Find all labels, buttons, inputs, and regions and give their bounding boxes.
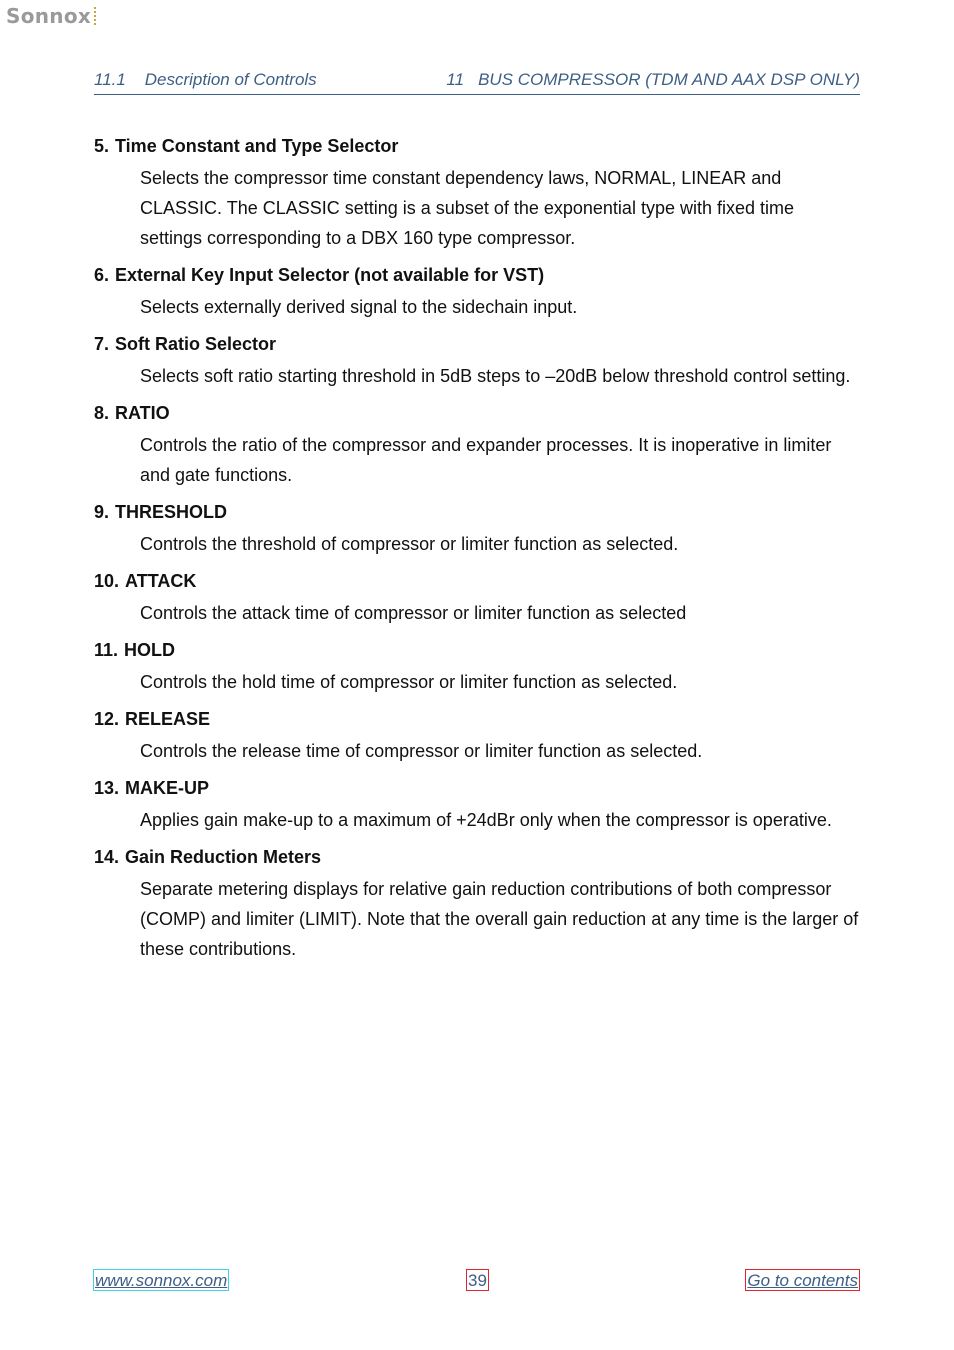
item-description: Separate metering displays for relative gain reduction contributions of both compressor (COMP) and limiter (LIMIT). Note that the overall gain reduction at any time is the larger of these contributions. (140, 879, 859, 959)
running-header (94, 70, 860, 95)
list-item (94, 133, 860, 253)
item-title: THRESHOLD (115, 502, 228, 522)
item-title: RELEASE (125, 709, 211, 729)
website-link[interactable]: www.sonnox.com (95, 1271, 228, 1290)
item-title: RATIO (115, 403, 170, 423)
item-heading (94, 844, 860, 870)
item-heading (94, 133, 860, 159)
sonnox-logo (6, 4, 96, 28)
item-number: 14. (94, 847, 120, 867)
item-heading (94, 706, 860, 732)
item-heading (94, 568, 860, 594)
item-title: ATTACK (125, 571, 197, 591)
item-description: Selects externally derived signal to the sidechain input. (140, 297, 578, 317)
item-description: Controls the attack time of compressor or limiter function as selected (140, 603, 687, 623)
list-item (94, 331, 860, 391)
item-number: 6. (94, 265, 110, 285)
list-item (94, 499, 860, 559)
item-number: 10. (94, 571, 120, 591)
item-number: 7. (94, 334, 110, 354)
item-title: External Key Input Selector (not available for VST) (115, 265, 545, 285)
item-number: 13. (94, 778, 120, 798)
item-heading (94, 775, 860, 801)
item-description: Selects soft ratio starting threshold in 5dB steps to –20dB below threshold control setting. (140, 366, 851, 386)
list-item (94, 637, 860, 697)
list-item (94, 844, 860, 964)
list-item (94, 775, 860, 835)
item-description: Controls the hold time of compressor or limiter function as selected. (140, 672, 678, 692)
section-title: 11.1 Description of Controls (94, 70, 317, 89)
item-heading (94, 331, 860, 357)
item-description: Controls the release time of compressor or limiter function as selected. (140, 741, 703, 761)
item-description: Controls the ratio of the compressor and expander processes. It is inoperative in limiter and gate functions. (140, 435, 832, 485)
logo-text: Sonnox (6, 4, 92, 28)
item-number: 11. (94, 640, 119, 660)
item-number: 8. (94, 403, 110, 423)
list-item (94, 262, 860, 322)
item-title: MAKE-UP (125, 778, 210, 798)
list-item (94, 400, 860, 490)
list-item (94, 568, 860, 628)
logo-dots-icon (94, 7, 96, 25)
item-title: HOLD (124, 640, 176, 660)
item-heading (94, 400, 860, 426)
item-heading (94, 499, 860, 525)
item-description: Selects the compressor time constant dependency laws, NORMAL, LINEAR and CLASSIC. The CLASSIC setting is a subset of the exponential type with fixed time settings corresponding to a DBX 160 type compressor. (140, 168, 795, 248)
item-heading (94, 637, 860, 663)
item-number: 9. (94, 502, 110, 522)
page-number-link[interactable]: 39 (468, 1271, 487, 1290)
chapter-title (446, 70, 860, 90)
item-number: 12. (94, 709, 120, 729)
item-description: Controls the threshold of compressor or limiter function as selected. (140, 534, 679, 554)
list-item (94, 706, 860, 766)
controls-list (94, 133, 860, 973)
go-to-contents-link[interactable]: Go to contents (747, 1271, 858, 1290)
item-title: Time Constant and Type Selector (115, 136, 399, 156)
chapter-number: 11 (446, 70, 465, 89)
item-title: Gain Reduction Meters (125, 847, 322, 867)
item-title: Soft Ratio Selector (115, 334, 277, 354)
item-number: 5. (94, 136, 110, 156)
chapter-name: BUS COMPRESSOR (TDM AND AAX DSP ONLY) (478, 70, 860, 89)
item-description: Applies gain make-up to a maximum of +24dBr only when the compressor is operative. (140, 810, 832, 830)
item-heading (94, 262, 860, 288)
